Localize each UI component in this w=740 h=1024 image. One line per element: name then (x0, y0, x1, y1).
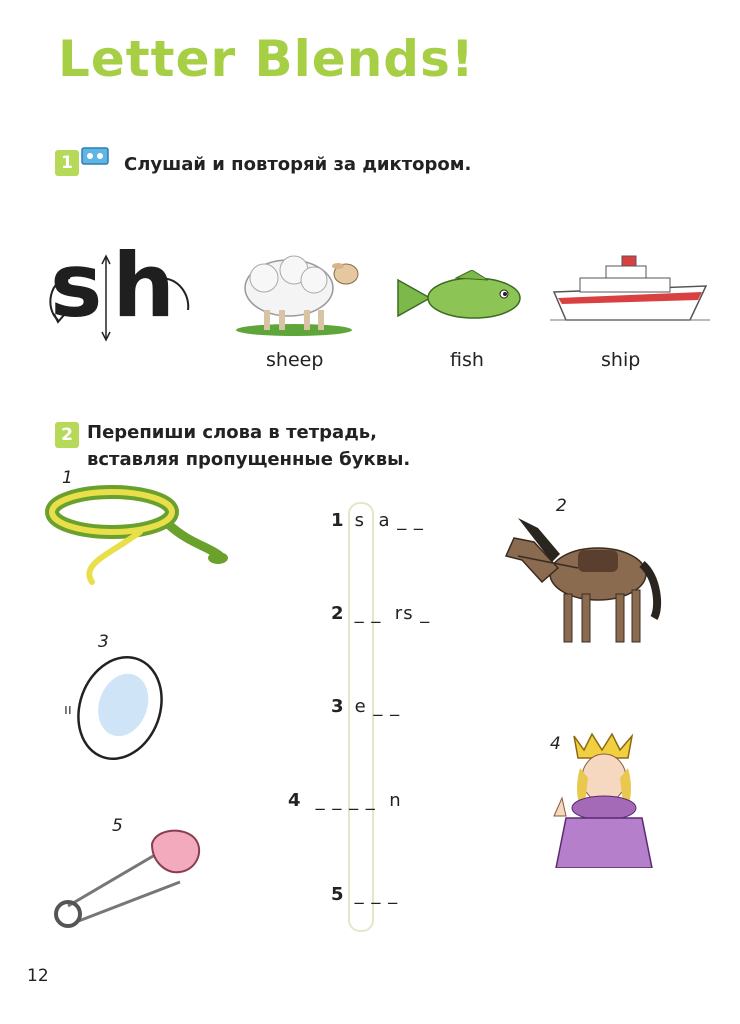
row-number: 1 (331, 510, 344, 531)
word-ship: ship (601, 349, 641, 371)
page-title: Letter Blends! (58, 30, 475, 88)
picture-number-5: 5 (112, 816, 123, 836)
task-1-instruction: Слушай и повторяй за диктором. (124, 154, 472, 175)
exercise-row-4 (288, 790, 402, 811)
svg-text:ıı: ıı (64, 702, 72, 718)
picture-number-4: 4 (550, 734, 561, 754)
row-number: 3 (331, 696, 344, 717)
row-number: 5 (331, 884, 344, 905)
row-number: 4 (288, 790, 301, 811)
row-number: 2 (331, 603, 344, 624)
task-2-instruction-line2: вставляя пропущенные буквы. (87, 449, 411, 470)
page-number: 12 (27, 966, 49, 986)
picture-number-2: 2 (556, 496, 567, 516)
row-word: e _ _ (354, 696, 401, 717)
blend-sh (40, 234, 200, 348)
row-word: _ _ _ _ n (315, 790, 402, 811)
task-1-badge: 1 (55, 150, 79, 176)
egg-image (60, 648, 170, 768)
task-2-badge: 2 (55, 422, 79, 448)
row-word: s a _ _ (354, 510, 424, 531)
fish-image (396, 270, 526, 326)
exercise-row-1 (331, 510, 424, 531)
picture-number-3: 3 (98, 632, 109, 652)
horse-image (498, 508, 668, 648)
picture-number-1: 1 (62, 468, 73, 488)
exercise-row-3 (331, 696, 400, 717)
audio-cassette-icon (80, 146, 110, 166)
word-sheep: sheep (266, 349, 324, 371)
word-fish: fish (450, 349, 484, 371)
sheep-image (234, 248, 364, 338)
writing-strip (348, 502, 374, 932)
ship-image (550, 254, 710, 324)
blend-letters: sh (50, 234, 186, 337)
exercise-row-5 (331, 884, 398, 905)
snake-image (40, 484, 240, 594)
exercise-row-2 (331, 603, 430, 624)
row-word: _ _ rs _ (354, 603, 431, 624)
queen-image (544, 728, 664, 868)
task-2-instruction-line1: Перепиши слова в тетрадь, (87, 422, 377, 443)
safety-pin-image (46, 822, 206, 932)
row-word: _ _ _ (354, 884, 399, 905)
